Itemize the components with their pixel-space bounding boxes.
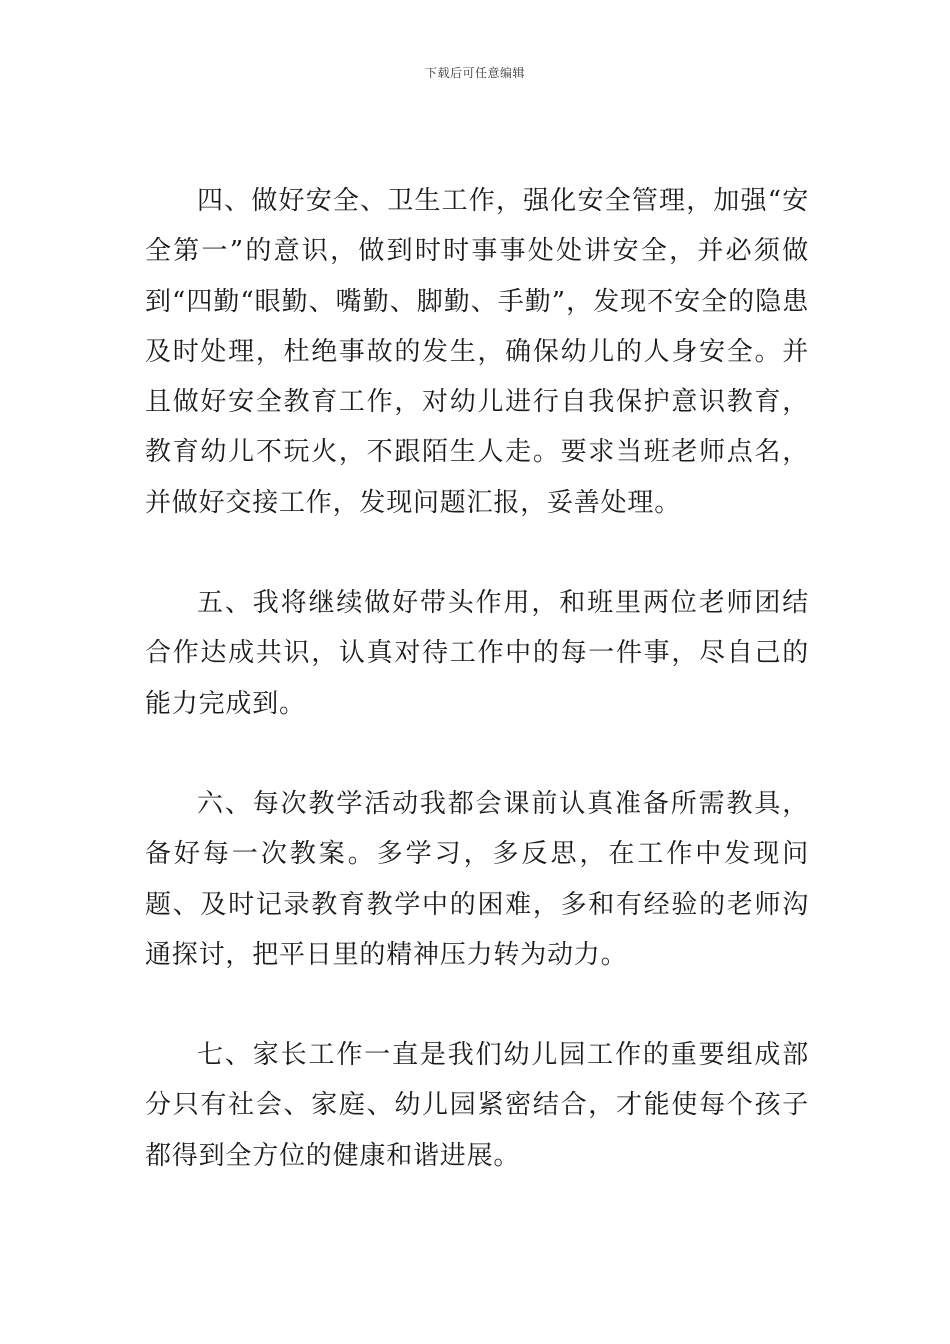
paragraph-7-parents: 七、家长工作一直是我们幼儿园工作的重要组成部分只有社会、家庭、幼儿园紧密结合，才能使每个孩子都得到全方位的健康和谐进展。 (145, 1040, 809, 1171)
paragraph-4-safety: 四、做好安全、卫生工作，强化安全管理，加强“安全第一”的意识，做到时时事事处处讲安全，并必须做到“四勤“眼勤、嘴勤、脚勤、手勤”，发现不安全的隐患及时处理，杜绝事故的发生，确保幼儿的人身安全。并且做好安全教育工作，对幼儿进行自我保护意识教育，教育幼儿不玩火，不跟陌生人走。要求当班老师点名，并做好交接工作，发现问题汇报，妥善处理。 (145, 186, 809, 518)
paragraph-5-teamwork: 五、我将继续做好带头作用，和班里两位老师团结合作达成共识，认真对待工作中的每一件事，尽自己的能力完成到。 (145, 588, 809, 719)
page-header-note: 下载后可任意编辑 (424, 66, 525, 80)
paragraph-6-teaching: 六、每次教学活动我都会课前认真准备所需教具，备好每一次教案。多学习，多反思，在工作中发现问题、及时记录教育教学中的困难，多和有经验的老师沟通探讨，把平日里的精神压力转为动力。 (145, 788, 809, 970)
document-body (145, 176, 809, 1231)
